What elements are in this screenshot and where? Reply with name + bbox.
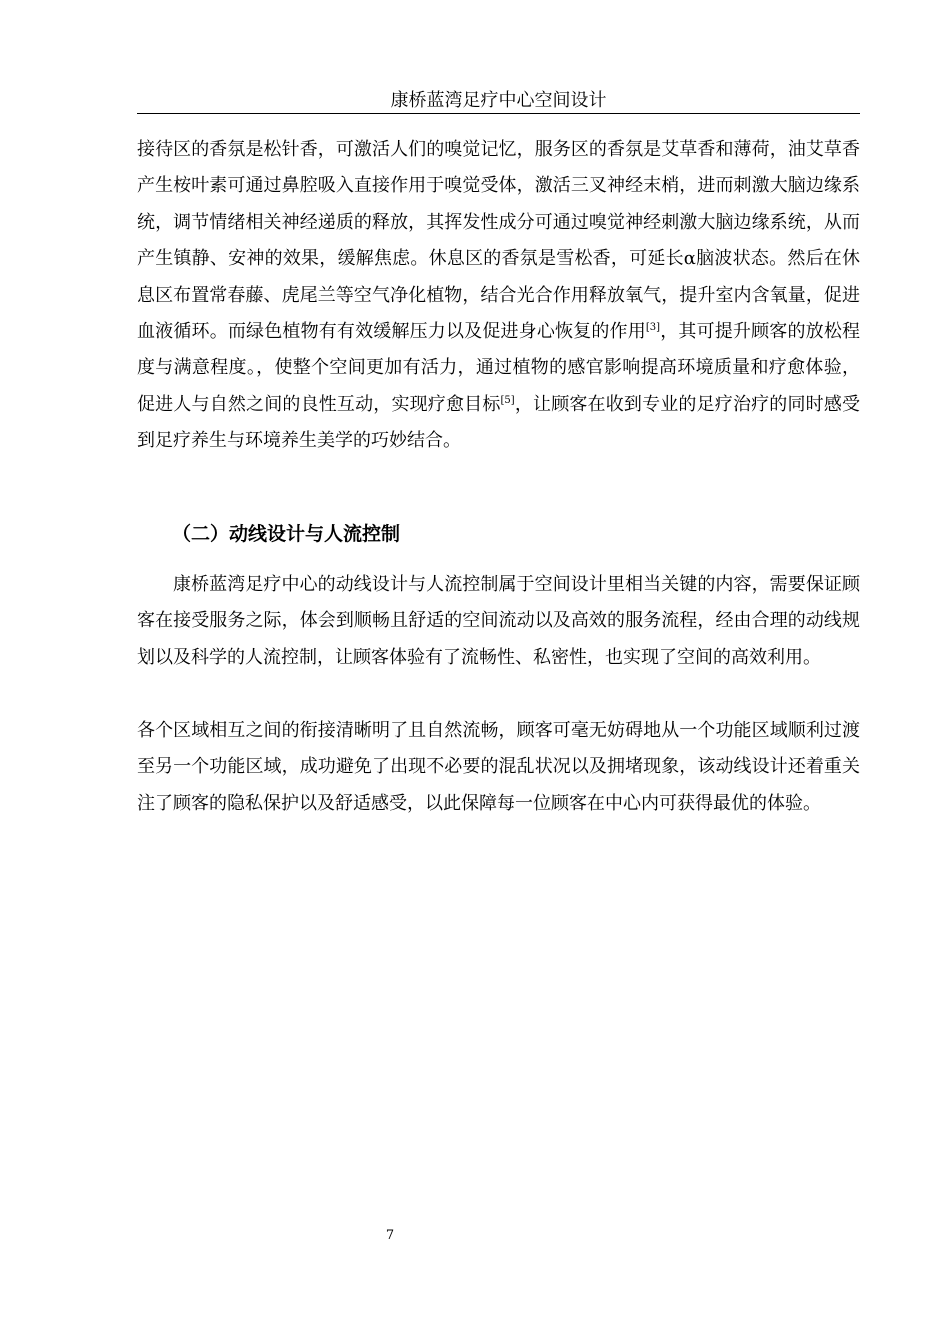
body-paragraph-3: 各个区域相互之间的衔接清晰明了且自然流畅，顾客可毫无妨碍地从一个功能区域顺利过渡至另一个功能区域，成功避免了出现不必要的混乱状况以及拥堵现象，该动线设计还着重关注了顾客的隐私保护以及舒适感受，以此保障每一位顾客在中心内可获得最优的体验。 <box>137 720 860 814</box>
section-heading: （二）动线设计与人流控制 <box>172 523 401 545</box>
body-paragraph-1 <box>137 132 860 460</box>
citation-ref-5: [5] <box>500 394 515 406</box>
body-paragraph-2: 康桥蓝湾足疗中心的动线设计与人流控制属于空间设计里相当关键的内容，需要保证顾客在接受服务之际，体会到顺畅且舒适的空间流动以及高效的服务流程，经由合理的动线规划以及科学的人流控制，让顾客体验有了流畅性、私密性，也实现了空间的高效利用。 <box>137 574 860 668</box>
citation-ref-3: [3] <box>645 322 661 334</box>
running-header-title: 康桥蓝湾足疗中心空间设计 <box>390 90 607 111</box>
paragraph-1-text-a: 接待区的香氛是松针香，可激活人们的嗅觉记忆，服务区的香氛是艾草香和薄荷，油艾草香产生桉叶素可通过鼻腔吸入直接作用于嗅觉受体，激活三叉神经末梢，进而刺激大脑边缘系统，调节情绪相关神经递质的释放，其挥发性成分可通过嗅觉神经刺激大脑边缘系统，从而产生镇静、安神的效果，缓解焦虑。休息区的香氛是雪松香，可延长α脑波状态。然后在休息区布置常春藤、虎尾兰等空气净化植物，结合光合作用释放氧气，提升室内含氧量，促进血液循环。而绿色植物有有效缓解压力以及促进身心恢复的作用 <box>137 139 860 343</box>
page-number: 7 <box>385 1228 395 1243</box>
paragraph-1-text-b: ，其可提升顾客的放松程度与满意程度。，使整个空间更加有活力，通过植物的感官影响提高环境质量和疗愈体验，促进人与自然之间的良性互动，实现疗愈目标 <box>137 321 861 415</box>
header-rule <box>137 113 860 114</box>
paragraph-1-text-c: ，让顾客在收到专业的足疗治疗的同时感受到足疗养生与环境养生美学的巧妙结合。 <box>137 393 860 452</box>
